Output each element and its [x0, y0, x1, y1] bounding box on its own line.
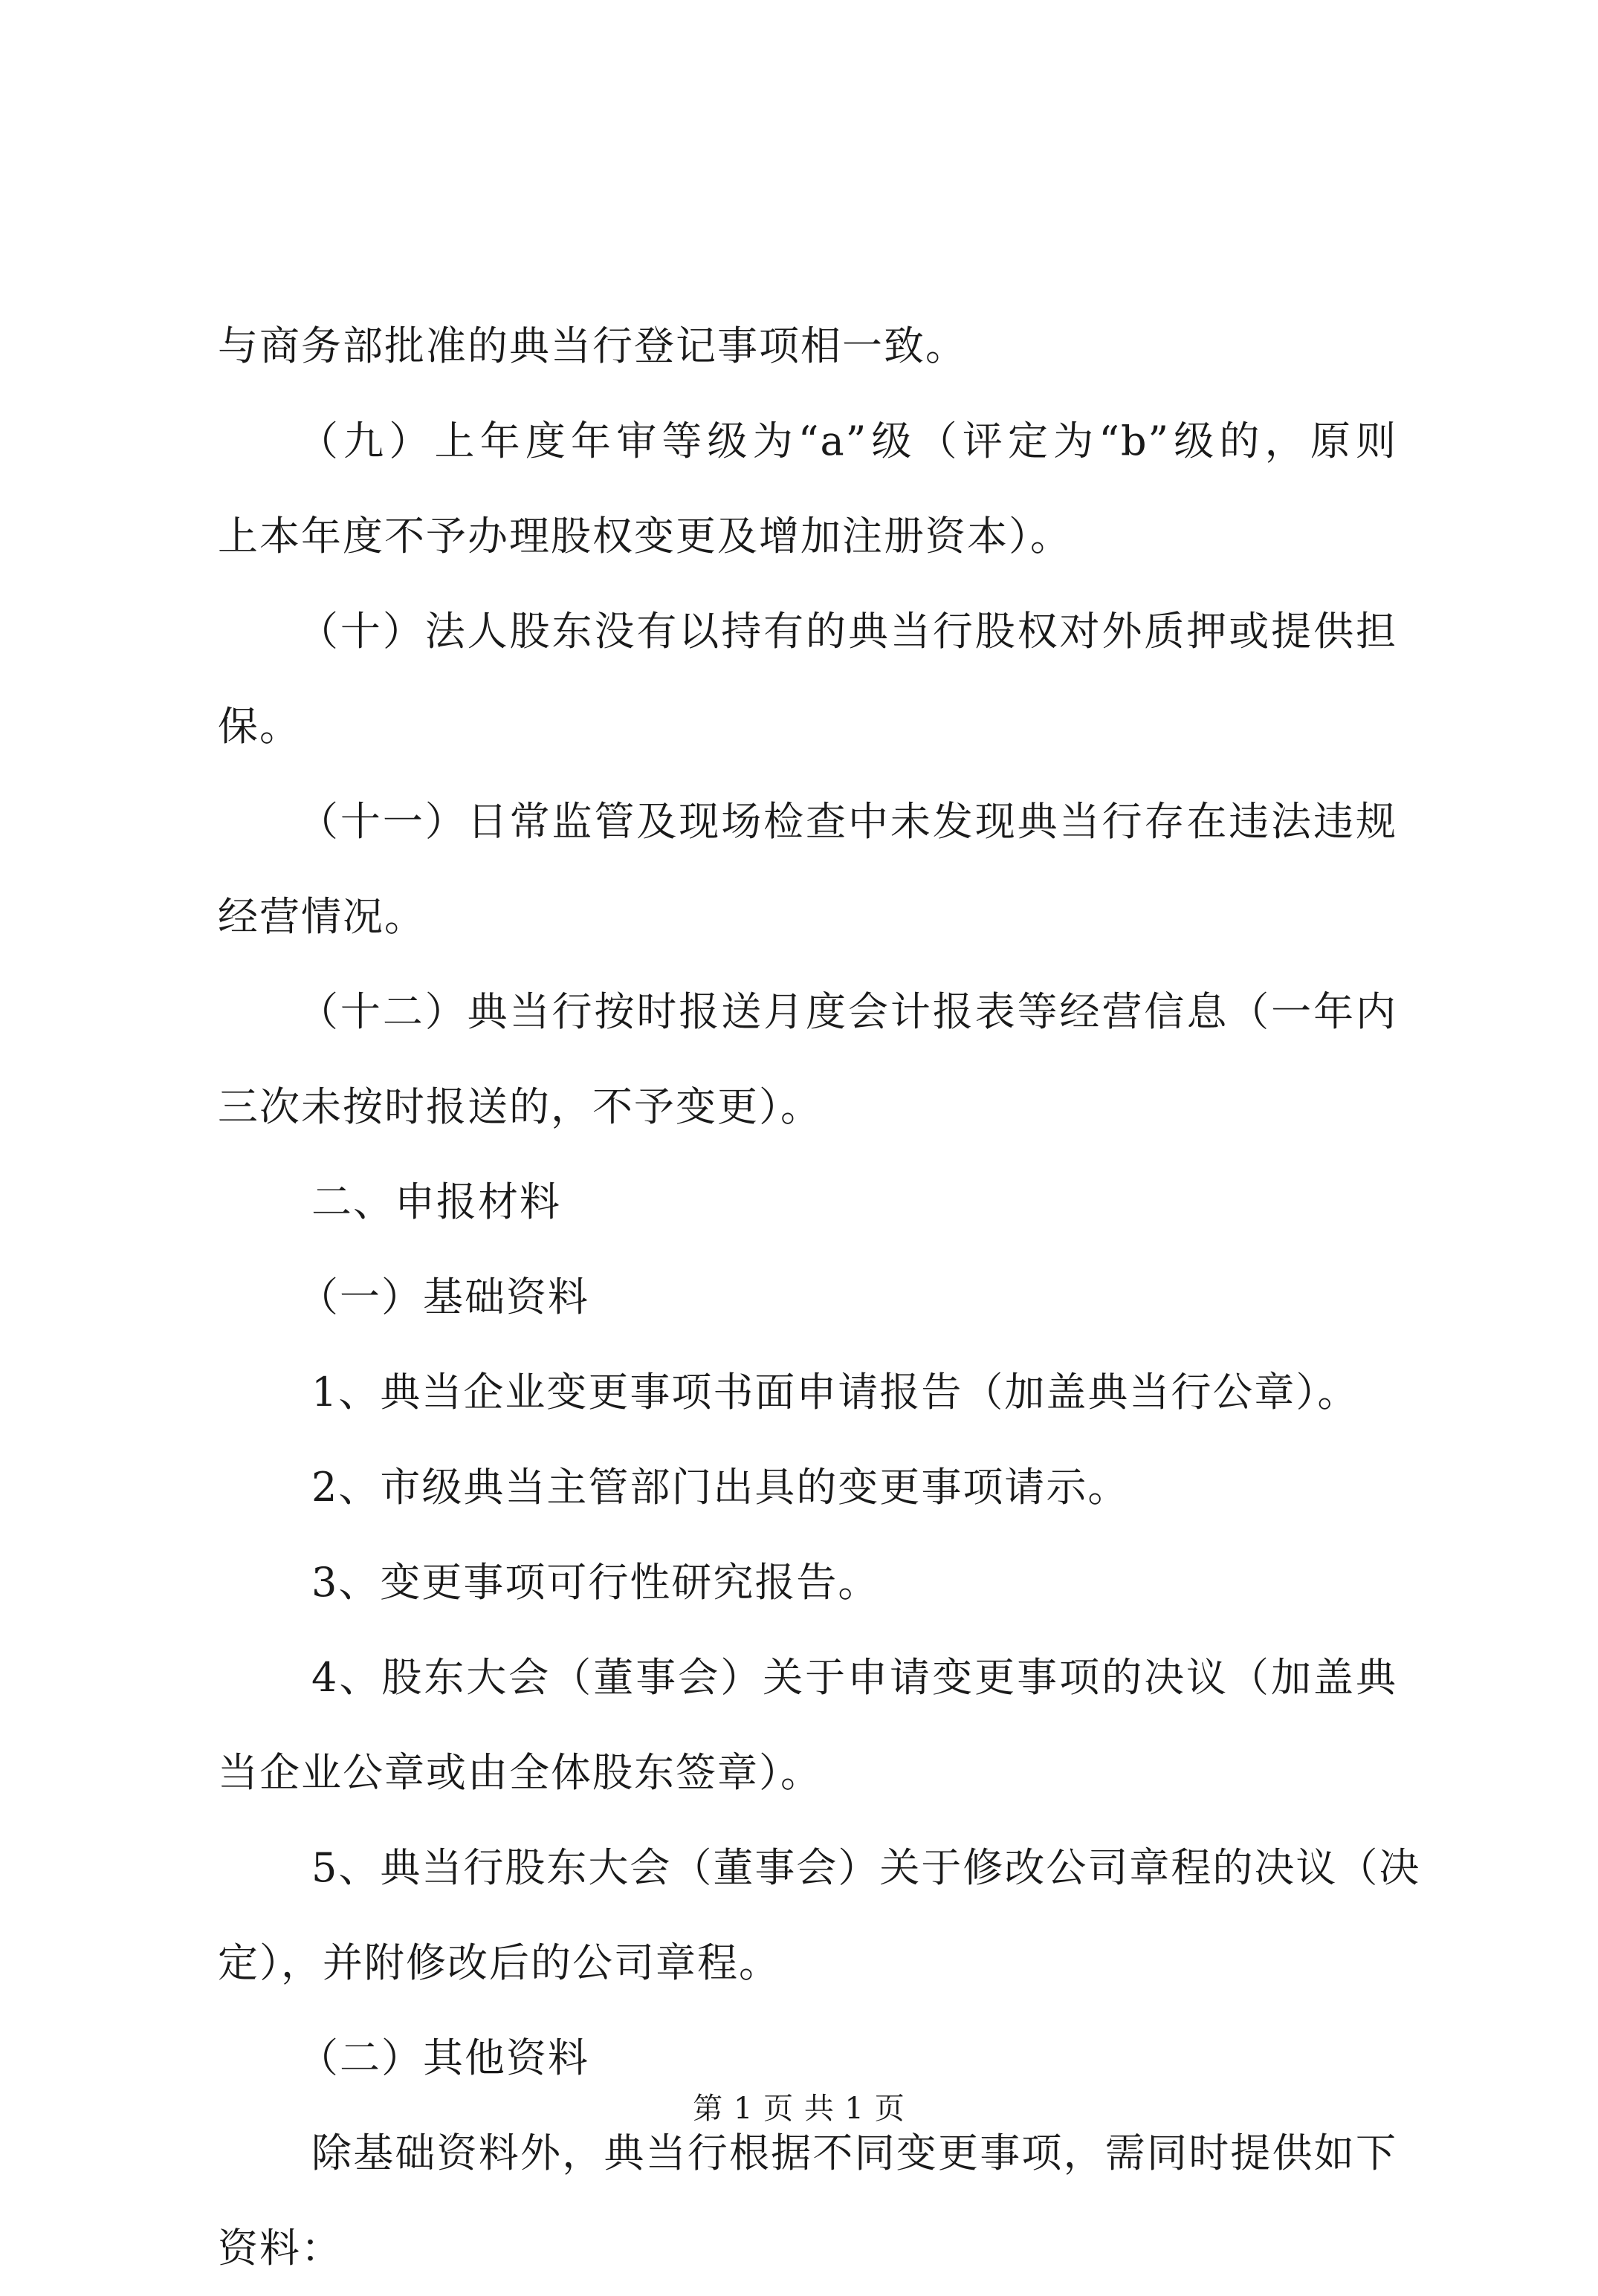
paragraph-line: 除基础资料外，典当行根据不同变更事项，需同时提供如下 [311, 2130, 1397, 2176]
list-item: 1、典当企业变更事项书面申请报告（加盖典当行公章）。 [311, 1369, 1359, 1415]
list-item: 2、市级典当主管部门出具的变更事项请示。 [311, 1464, 1130, 1511]
document-body [218, 299, 1421, 2296]
section-heading: 二、申报材料 [311, 1178, 561, 1225]
paragraph-line: （十一）日常监管及现场检查中未发现典当行存在违法违规 [298, 798, 1397, 845]
paragraph-line: 三次未按时报送的，不予变更）。 [218, 1083, 822, 1130]
list-item-continuation: 定），并附修改后的公司章程。 [218, 1939, 780, 1986]
page-footer: 第 1 页 共 1 页 [693, 2092, 905, 2126]
list-item-continuation: 当企业公章或由全体股东签章）。 [218, 1749, 822, 1796]
paragraph-line: 资料： [218, 2225, 343, 2271]
paragraph-line: 保。 [218, 703, 301, 750]
list-item: 3、变更事项可行性研究报告。 [311, 1559, 880, 1606]
paragraph-line: 与商务部批准的典当行登记事项相一致。 [218, 322, 967, 369]
subsection-heading: （一）基础资料 [298, 1274, 589, 1320]
paragraph-line: （十）法人股东没有以持有的典当行股权对外质押或提供担 [298, 608, 1397, 655]
paragraph-line: （九）上年度年审等级为“a”级（评定为“b”级的，原则 [298, 418, 1397, 464]
paragraph-line: 上本年度不予办理股权变更及增加注册资本）。 [218, 513, 1072, 560]
paragraph-line: （十二）典当行按时报送月度会计报表等经营信息（一年内 [298, 988, 1397, 1035]
list-item: 5、典当行股东大会（董事会）关于修改公司章程的决议（决 [311, 1844, 1421, 1891]
list-item: 4、股东大会（董事会）关于申请变更事项的决议（加盖典 [311, 1654, 1397, 1701]
paragraph-line: 经营情况。 [218, 893, 426, 940]
subsection-heading: （二）其他资料 [298, 2034, 589, 2081]
